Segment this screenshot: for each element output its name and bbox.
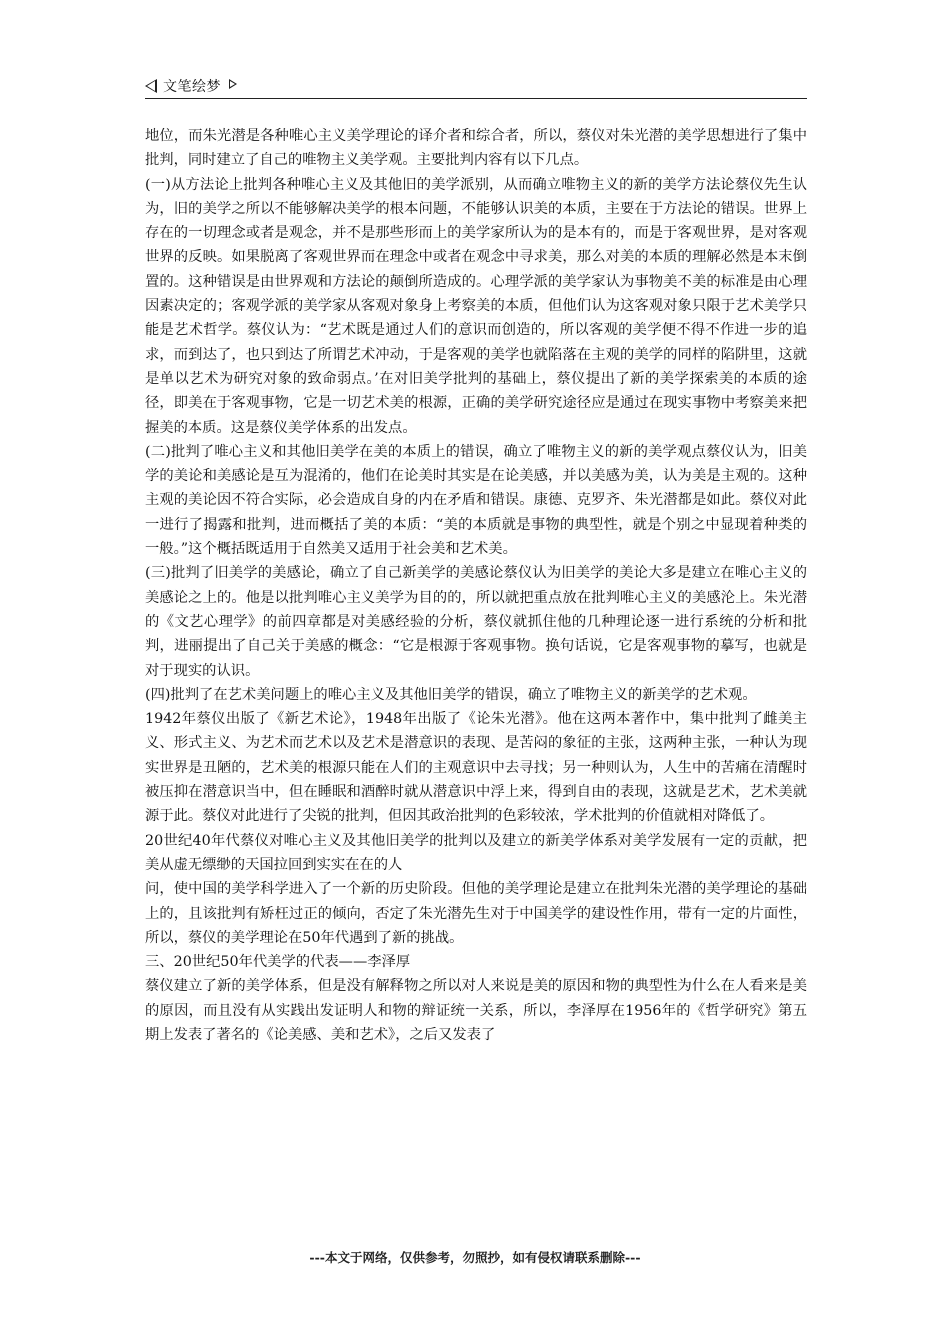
paragraph: 20世纪40年代蔡仪对唯心主义及其他旧美学的批判以及建立的新美学体系对美学发展有一定的贡献，把美从虚无缥缈的天国拉回到实实在在的人 [145,832,807,873]
document-body [145,124,807,1047]
paragraph: (四)批判了在艺术美问题上的唯心主义及其他旧美学的错误，确立了唯物主义的新美学的艺术观。 [145,686,757,703]
page-footer-notice: ---本文于网络，仅供参考，勿照抄，如有侵权请联系删除--- [309,1250,641,1265]
paragraph: 蔡仪建立了新的美学体系，但是没有解释物之所以对人来说是美的原因和物的典型性为什么在人看来是美的原因，而且没有从实践出发证明人和物的辩证统一关系，所以，李泽厚在1956年的《哲学研究》第五期上发表了著名的《论美感、美和艺术》，之后又发表了 [145,978,807,1043]
section-heading: 三、20世纪50年代美学的代表——李泽厚 [145,954,411,971]
paragraph: (二)批判了唯心主义和其他旧美学在美的本质上的错误，确立了唯物主义的新的美学观点蔡仪认为，旧美学的美论和美感论是互为混淆的，他们在论美时其实是在论美感，并以美感为美，认为美是主观的。这种主观的美论因不符合实际，必会造成自身的内在矛盾和错误。康德、克罗齐、朱光潜都是如此。蔡仪对此一进行了揭露和批判，进而概括了美的本质：“美的本质就是事物的典型性，就是个别之中显现着种类的一般。”这个概括既适用于自然美又适用于社会美和艺术美。 [145,443,807,558]
paragraph: (一)从方法论上批判各种唯心主义及其他旧的美学派别，从而确立唯物主义的新的美学方法论蔡仪先生认为，旧的美学之所以不能够解决美学的根本问题，不能够认识美的本质，主要在于方法论的错误。世界上存在的一切理念或者是观念，并不是那些形而上的美学家所认为的是本有的，而是于客观世界，是对客观世界的反映。如果脱离了客观世界而在理念中或者在观念中寻求美，那么对美的本质的理解必然是本末倒置的。这种错误是由世界观和方法论的颠倒所造成的。心理学派的美学家认为事物美不美的标准是由心理因素决定的；客观学派的美学家从客观对象身上考察美的本质，但他们认为这客观对象只限于艺术美学只能是艺术哲学。蔡仪认为：“艺术既是通过人们的意识而创造的，所以客观的美学便不得不作进一步的追求，而到达了，也只到达了所谓艺术冲动，于是客观的美学也就陷落在主观的美学的同样的陷阱里，这就是单以艺术为研究对象的致命弱点。’在对旧美学批判的基础上，蔡仪提出了新的美学探索美的本质的途径，即美在于客观事物，它是一切艺术美的根源，正确的美学研究途径应是通过在现实事物中考察美来把握美的本质。这是蔡仪美学体系的出发点。 [145,176,807,436]
paragraph: 1942年蔡仪出版了《新艺术论》，1948年出版了《论朱光潜》。他在这两本著作中，集中批判了雌美主义、形式主义、为艺术而艺术以及艺术是潜意识的表现、是苦闷的象征的主张，这两种主张，一种认为现实世界是丑陋的，艺术美的根源只能在人们的主观意识中去寻找；另一种则认为，人生中的苦痛在清醒时被压抑在潜意识当中，但在睡眠和酒醉时就从潜意识中浮上来，得到自由的表现，这就是艺术，艺术美就源于此。蔡仪对此进行了尖锐的批判，但因其政治批判的色彩较浓，学术批判的价值就相对降低了。 [145,711,807,825]
triangle-left-icon [145,79,157,93]
paragraph: (三)批判了旧美学的美感论，确立了自己新美学的美感论蔡仪认为旧美学的美论大多是建立在唯心主义的美感论之上的。他是以批判唯心主义美学为目的的，所以就把重点放在批判唯心主义的美感沦上。朱光潜的《文艺心理学》的前四章都是对美感经验的分析，蔡仪就抓住他的几种理论逐一进行系统的分析和批判，进丽提出了自己关于美感的概念：“它是根源于客观事物。换句话说，它是客观事物的摹写，也就是对于现实的认识。 [145,565,807,679]
page-header [145,74,807,99]
brand-name: 文笔绘梦 [163,79,221,95]
paragraph: 地位，而朱光潜是各种唯心主义美学理论的译介者和综合者，所以，蔡仪对朱光潜的美学思想进行了集中批判，同时建立了自己的唯物主义美学观。主要批判内容有以下几点。 [145,128,807,169]
paragraph: 问，使中国的美学科学进入了一个新的历史阶段。但他的美学理论是建立在批判朱光潜的美学理论的基础上的，且该批判有矫枉过正的倾向，否定了朱光潜先生对于中国美学的建设性作用，带有一定的片面性，所以，蔡仪的美学理论在50年代遇到了新的挑战。 [145,881,807,946]
triangle-right-icon [229,79,237,89]
